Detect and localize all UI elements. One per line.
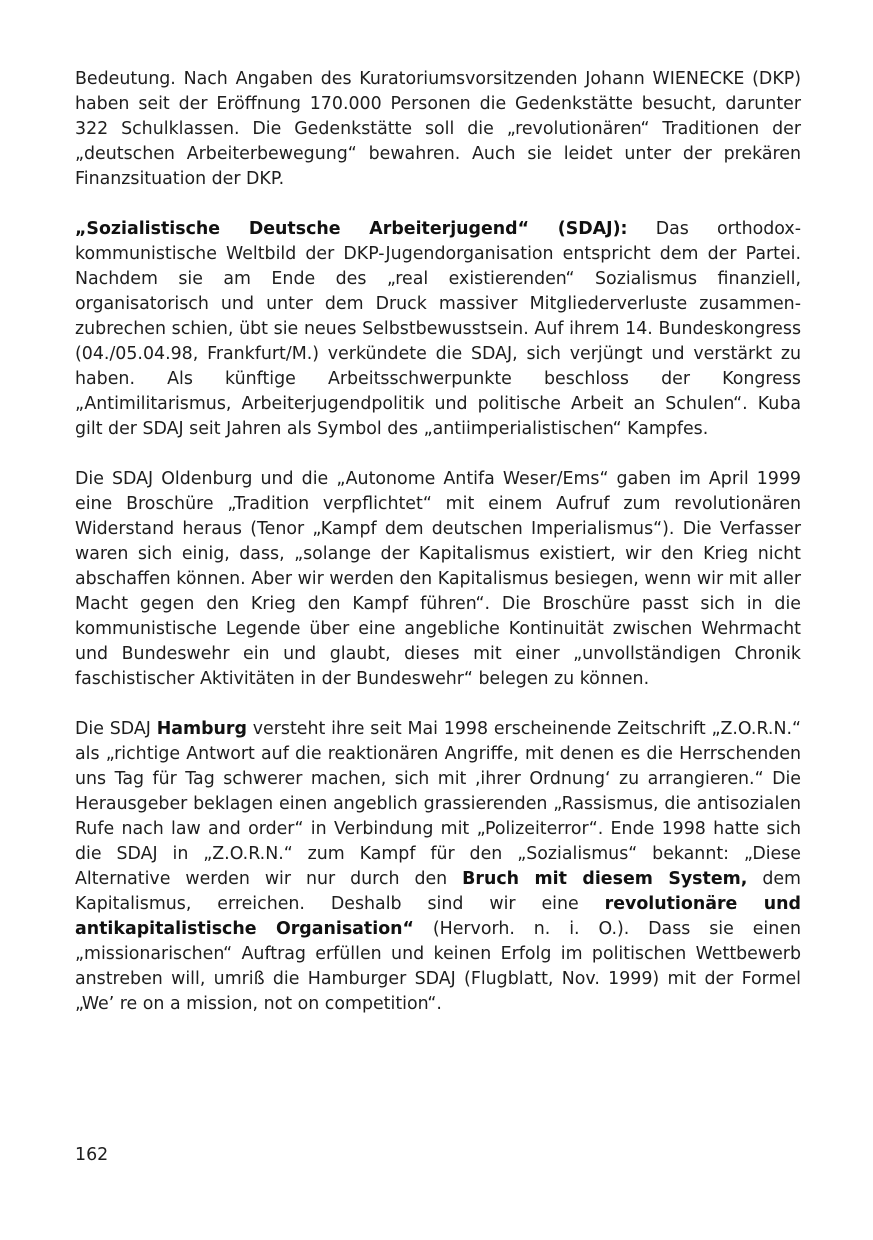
bold-hamburg: Hamburg [156,719,247,739]
paragraph-text: Bedeutung. Nach Angaben des Kuratoriumsvorsitzenden Johann WIENECKE (DKP) haben seit der Eröffnung 170.000 Personen die Gedenkstätte besucht, darunter 322 Schulklassen. Die Gedenkstätte soll die „revolutionären“ Traditionen der „deutschen Arbeiterbewegung“ bewahren. Auch sie leidet unter der prekären Finanzsituation der DKP. [75,69,801,189]
paragraph-text: Die SDAJ [75,719,157,739]
paragraph-sdaj-hamburg [75,717,801,1017]
paragraph-gedenkstaette [75,67,801,192]
paragraph-text: Das orthodox-kommunistische Weltbild der DKP-Jugendorganisation entspricht dem der Partei. Nachdem sie am Ende des „real existierenden“ Sozialismus finanziell, organisatorisch und unter dem Druck massiver Mitgliederverluste zusammenzubrechen schien, übt sie neues Selbstbewusstsein. Auf ihrem 14. Bundeskongress (04./05.04.98, Frankfurt/M.) verkündete die SDAJ, sich verjüngt und verstärkt zu haben. Als künftige Arbeitsschwerpunkte beschloss der Kongress „Antimilitarismus, Arbeiterjugendpolitik und politische Arbeit an Schulen“. Kuba gilt der SDAJ seit Jahren als Symbol des „antiimperialistischen“ Kampfes. [75,219,801,439]
paragraph-text: versteht ihre seit Mai 1998 erscheinende Zeitschrift „Z.O.R.N.“ als „richtige Antwort auf die reaktionären Angriffe, mit denen es die Herrschenden uns Tag für Tag schwerer machen, sich mit ‚ihrer Ordnung‘ zu arrangieren.“ Die Herausgeber beklagen einen angeblich grassierenden „Rassismus, die antisozialen Rufe nach law and order“ in Verbindung mit „Polizeiterror“. Ende 1998 hatte sich die SDAJ in „Z.O.R.N.“ zum Kampf für den „Sozialismus“ bekannt: „Diese Alternative werden wir nur durch den [75,719,801,889]
paragraph-sdaj-oldenburg [75,467,801,692]
section-heading-sdaj: „Sozialistische Deutsche Arbeiterjugend“ (SDAJ): [75,219,628,239]
document-page [75,67,801,1017]
page-number: 162 [75,1145,109,1165]
paragraph-text: Die SDAJ Oldenburg und die „Autonome Antifa Weser/Ems“ gaben im April 1999 eine Broschüre „Tradition verpflichtet“ mit einem Aufruf zum revolutionären Widerstand heraus (Tenor „Kampf dem deutschen Imperialismus“). Die Verfasser waren sich einig, dass, „solange der Kapitalismus existiert, wir den Krieg nicht abschaffen können. Aber wir werden den Kapitalismus besiegen, wenn wir mit aller Macht gegen den Krieg den Kampf führen“. Die Broschüre passt sich in die kommunistische Legende über eine angebliche Kontinuität zwischen Wehrmacht und Bundeswehr ein und glaubt, dieses mit einer „unvollständigen Chronik faschistischer Aktivitäten in der Bundeswehr“ belegen zu können. [75,469,801,689]
paragraph-text: dem Kapitalismus, erreichen. Deshalb sind wir eine [75,869,801,914]
paragraph-text: (Hervorh. n. i. O.). Dass sie einen „missionarischen“ Auftrag erfüllen und keinen Erfolg im politischen Wettbewerb anstreben will, umriß die Hamburger SDAJ (Flugblatt, Nov. 1999) mit der Formel „We’ re on a mission, not on competition“. [75,919,801,1014]
bold-revolutionaere-organisation: revolutionäre und antikapitalistische Organisation“ [75,894,801,939]
paragraph-sdaj [75,217,801,442]
bold-bruch-mit-system: Bruch mit diesem System, [462,869,748,889]
